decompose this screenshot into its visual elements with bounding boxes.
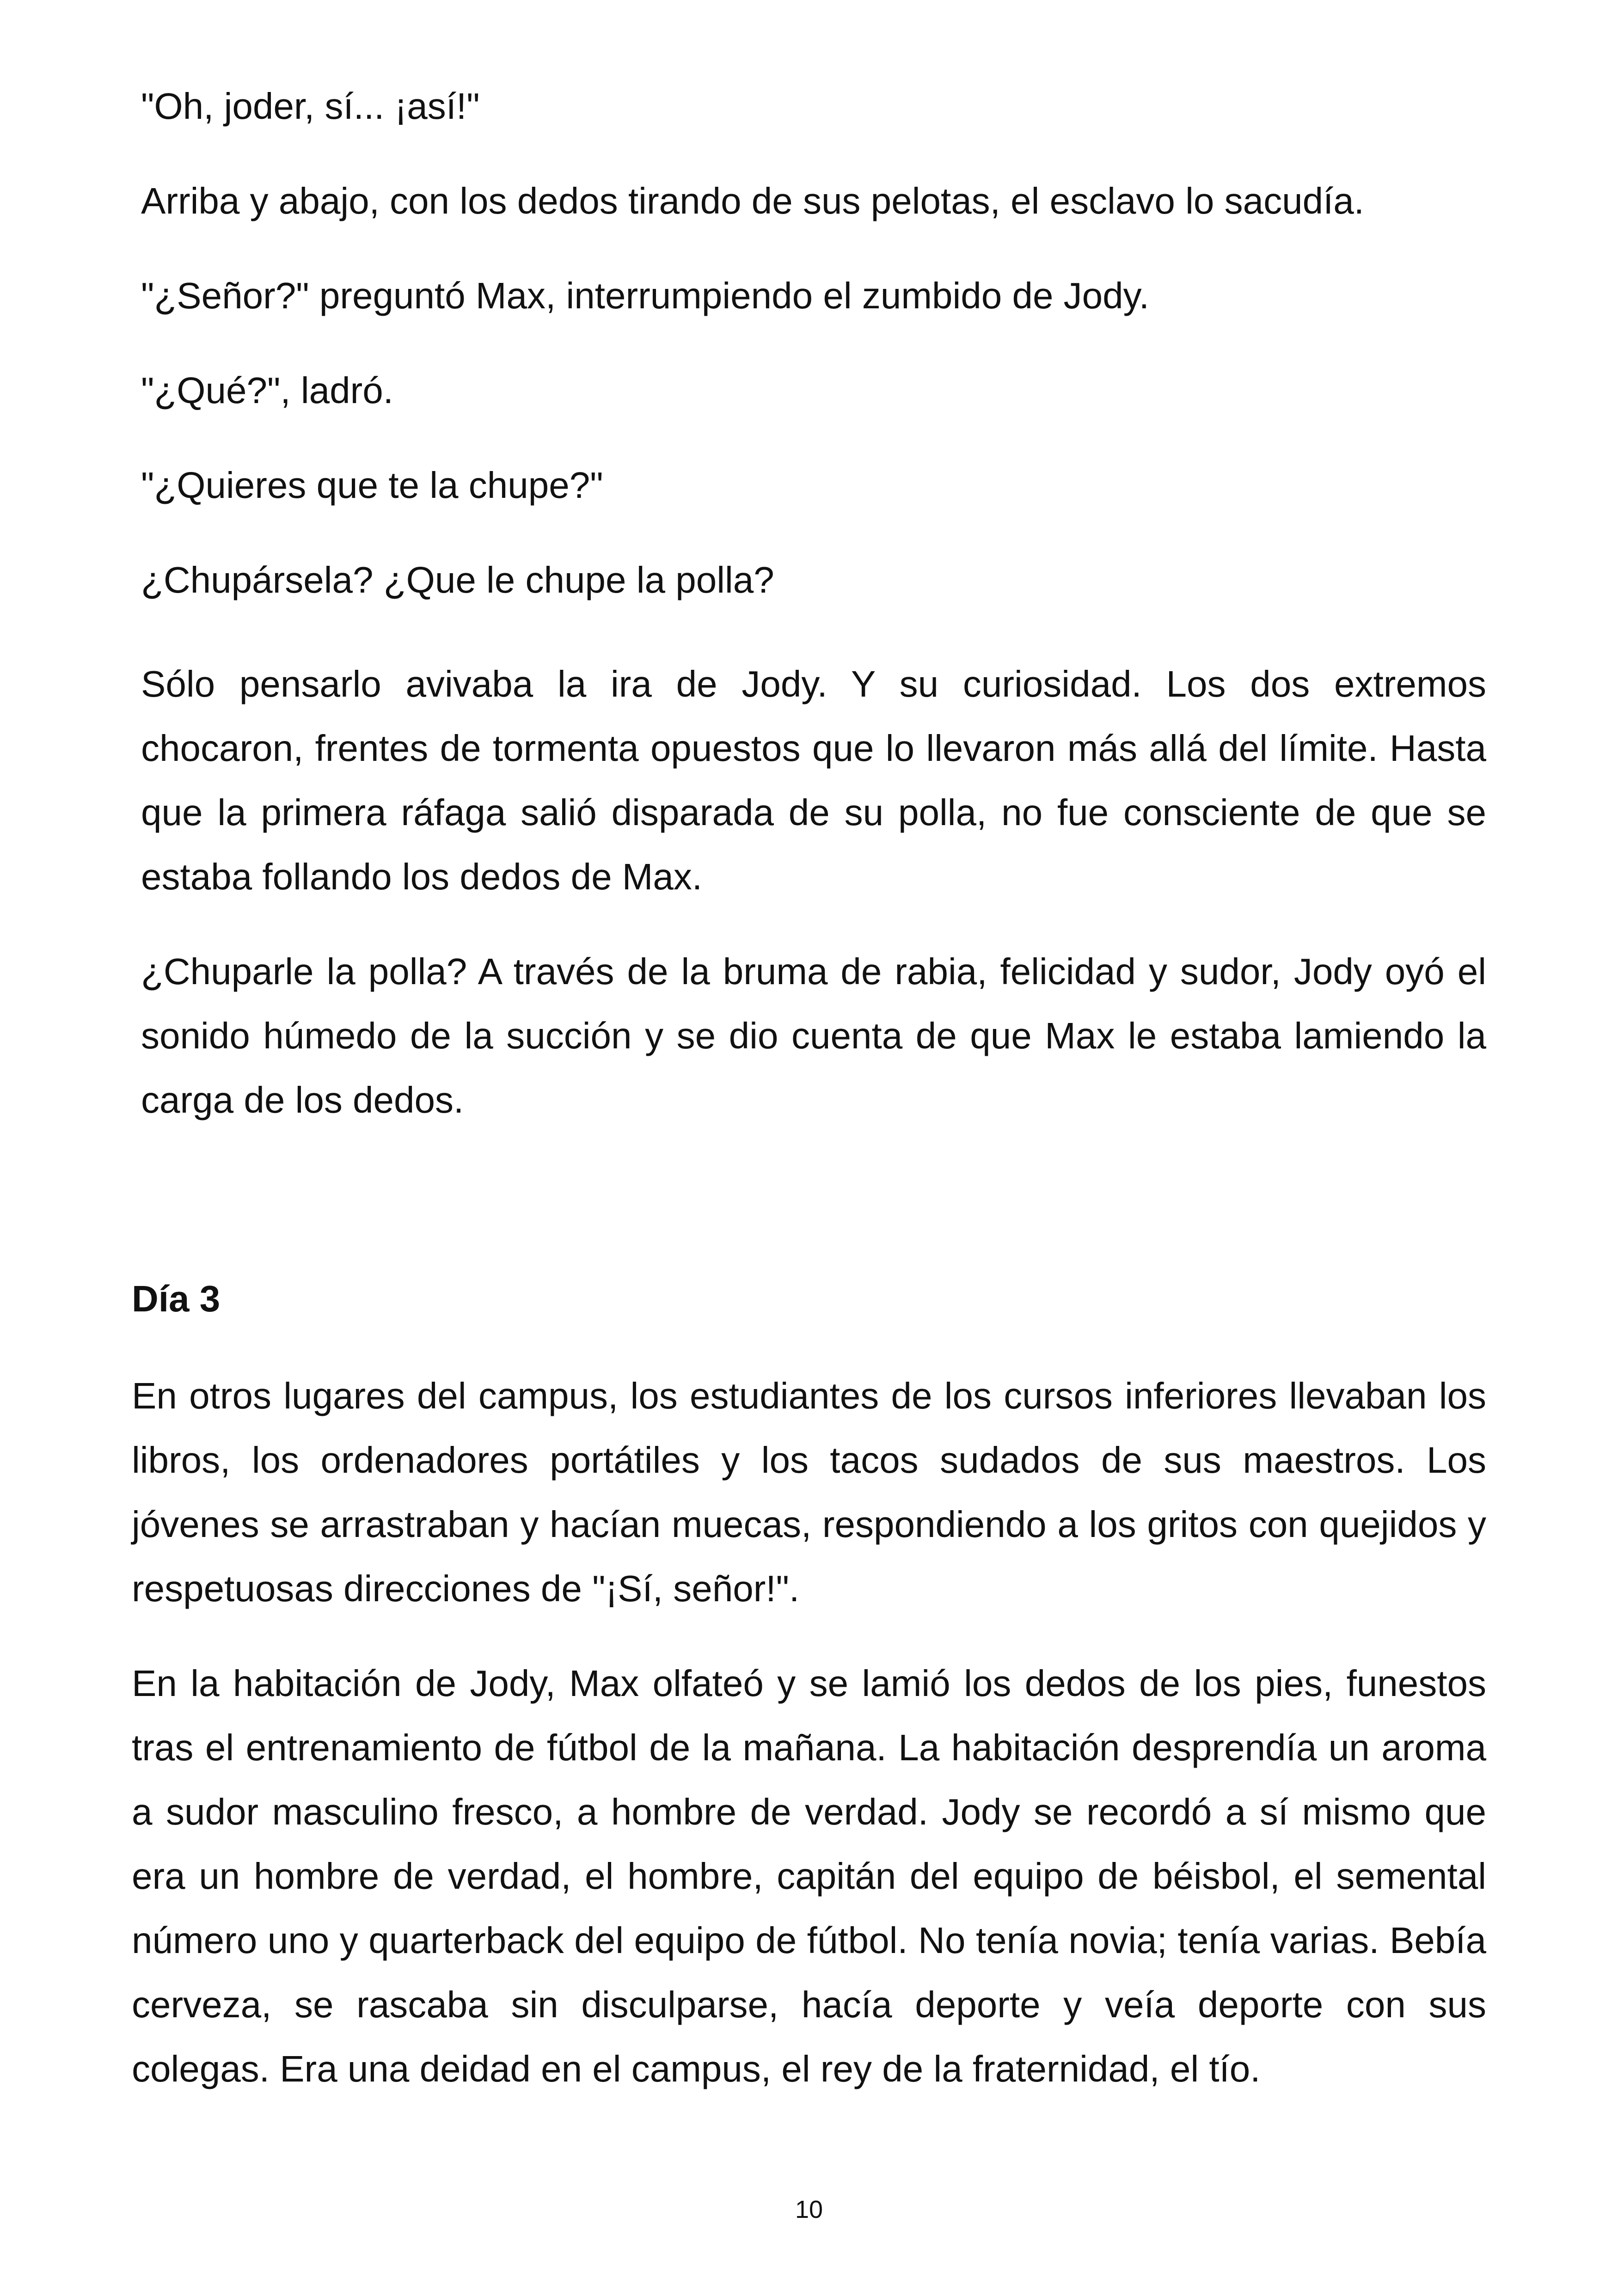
paragraph-10: En la habitación de Jody, Max olfateó y se lamió los dedos de los pies, funestos tras el entrenamiento de fútbol de la mañana. La habitación desprendía un aroma a sudor masculino fresco, a hombre de verdad. Jody se recordó a sí mismo que era un hombre de verdad, el hombre, capitán del equipo de béisbol, el semental número uno y quarterback del equipo de fútbol. No tenía novia; tenía varias. Bebía cerveza, se rascaba sin disculparse, hacía deporte y veía deporte con sus colegas. Era una deidad en el campus, el rey de la fraternidad, el tío. <box>132 1663 1486 2089</box>
paragraph-8: ¿Chuparle la polla? A través de la bruma de rabia, felicidad y sudor, Jody oyó el sonido húmedo de la succión y se dio cuenta de que Max le estaba lamiendo la carga de los dedos. <box>141 951 1486 1120</box>
paragraph-2: Arriba y abajo, con los dedos tirando de sus pelotas, el esclavo lo sacudía. <box>141 180 1365 221</box>
dialogue-block <box>132 74 1486 612</box>
paragraph-block-bottom <box>132 1364 1486 2101</box>
paragraph-4: "¿Qué?", ladró. <box>141 370 393 411</box>
section-heading: Día 3 <box>132 1278 221 1319</box>
page-number: 10 <box>795 2196 823 2223</box>
paragraph-9: En otros lugares del campus, los estudiantes de los cursos inferiores llevaban los libros, los ordenadores portátiles y los tacos sudados de sus maestros. Los jóvenes se arrastraban y hacían muecas, respondiendo a los gritos con quejidos y respetuosas direcciones de "¡Sí, señor!". <box>132 1375 1486 1609</box>
paragraph-1: "Oh, joder, sí... ¡así!" <box>141 86 480 127</box>
section-heading-block <box>132 1267 1486 1331</box>
paragraph-5: "¿Quieres que te la chupe?" <box>141 465 603 506</box>
paragraph-3: "¿Señor?" preguntó Max, interrumpiendo el zumbido de Jody. <box>141 275 1149 316</box>
paragraph-block-top <box>132 652 1486 1132</box>
paragraph-6: ¿Chupársela? ¿Que le chupe la polla? <box>141 559 774 600</box>
paragraph-7: Sólo pensarlo avivaba la ira de Jody. Y su curiosidad. Los dos extremos chocaron, frentes de tormenta opuestos que lo llevaron más allá del límite. Hasta que la primera ráfaga salió disparada de su polla, no fue consciente de que se estaba follando los dedos de Max. <box>141 663 1486 897</box>
